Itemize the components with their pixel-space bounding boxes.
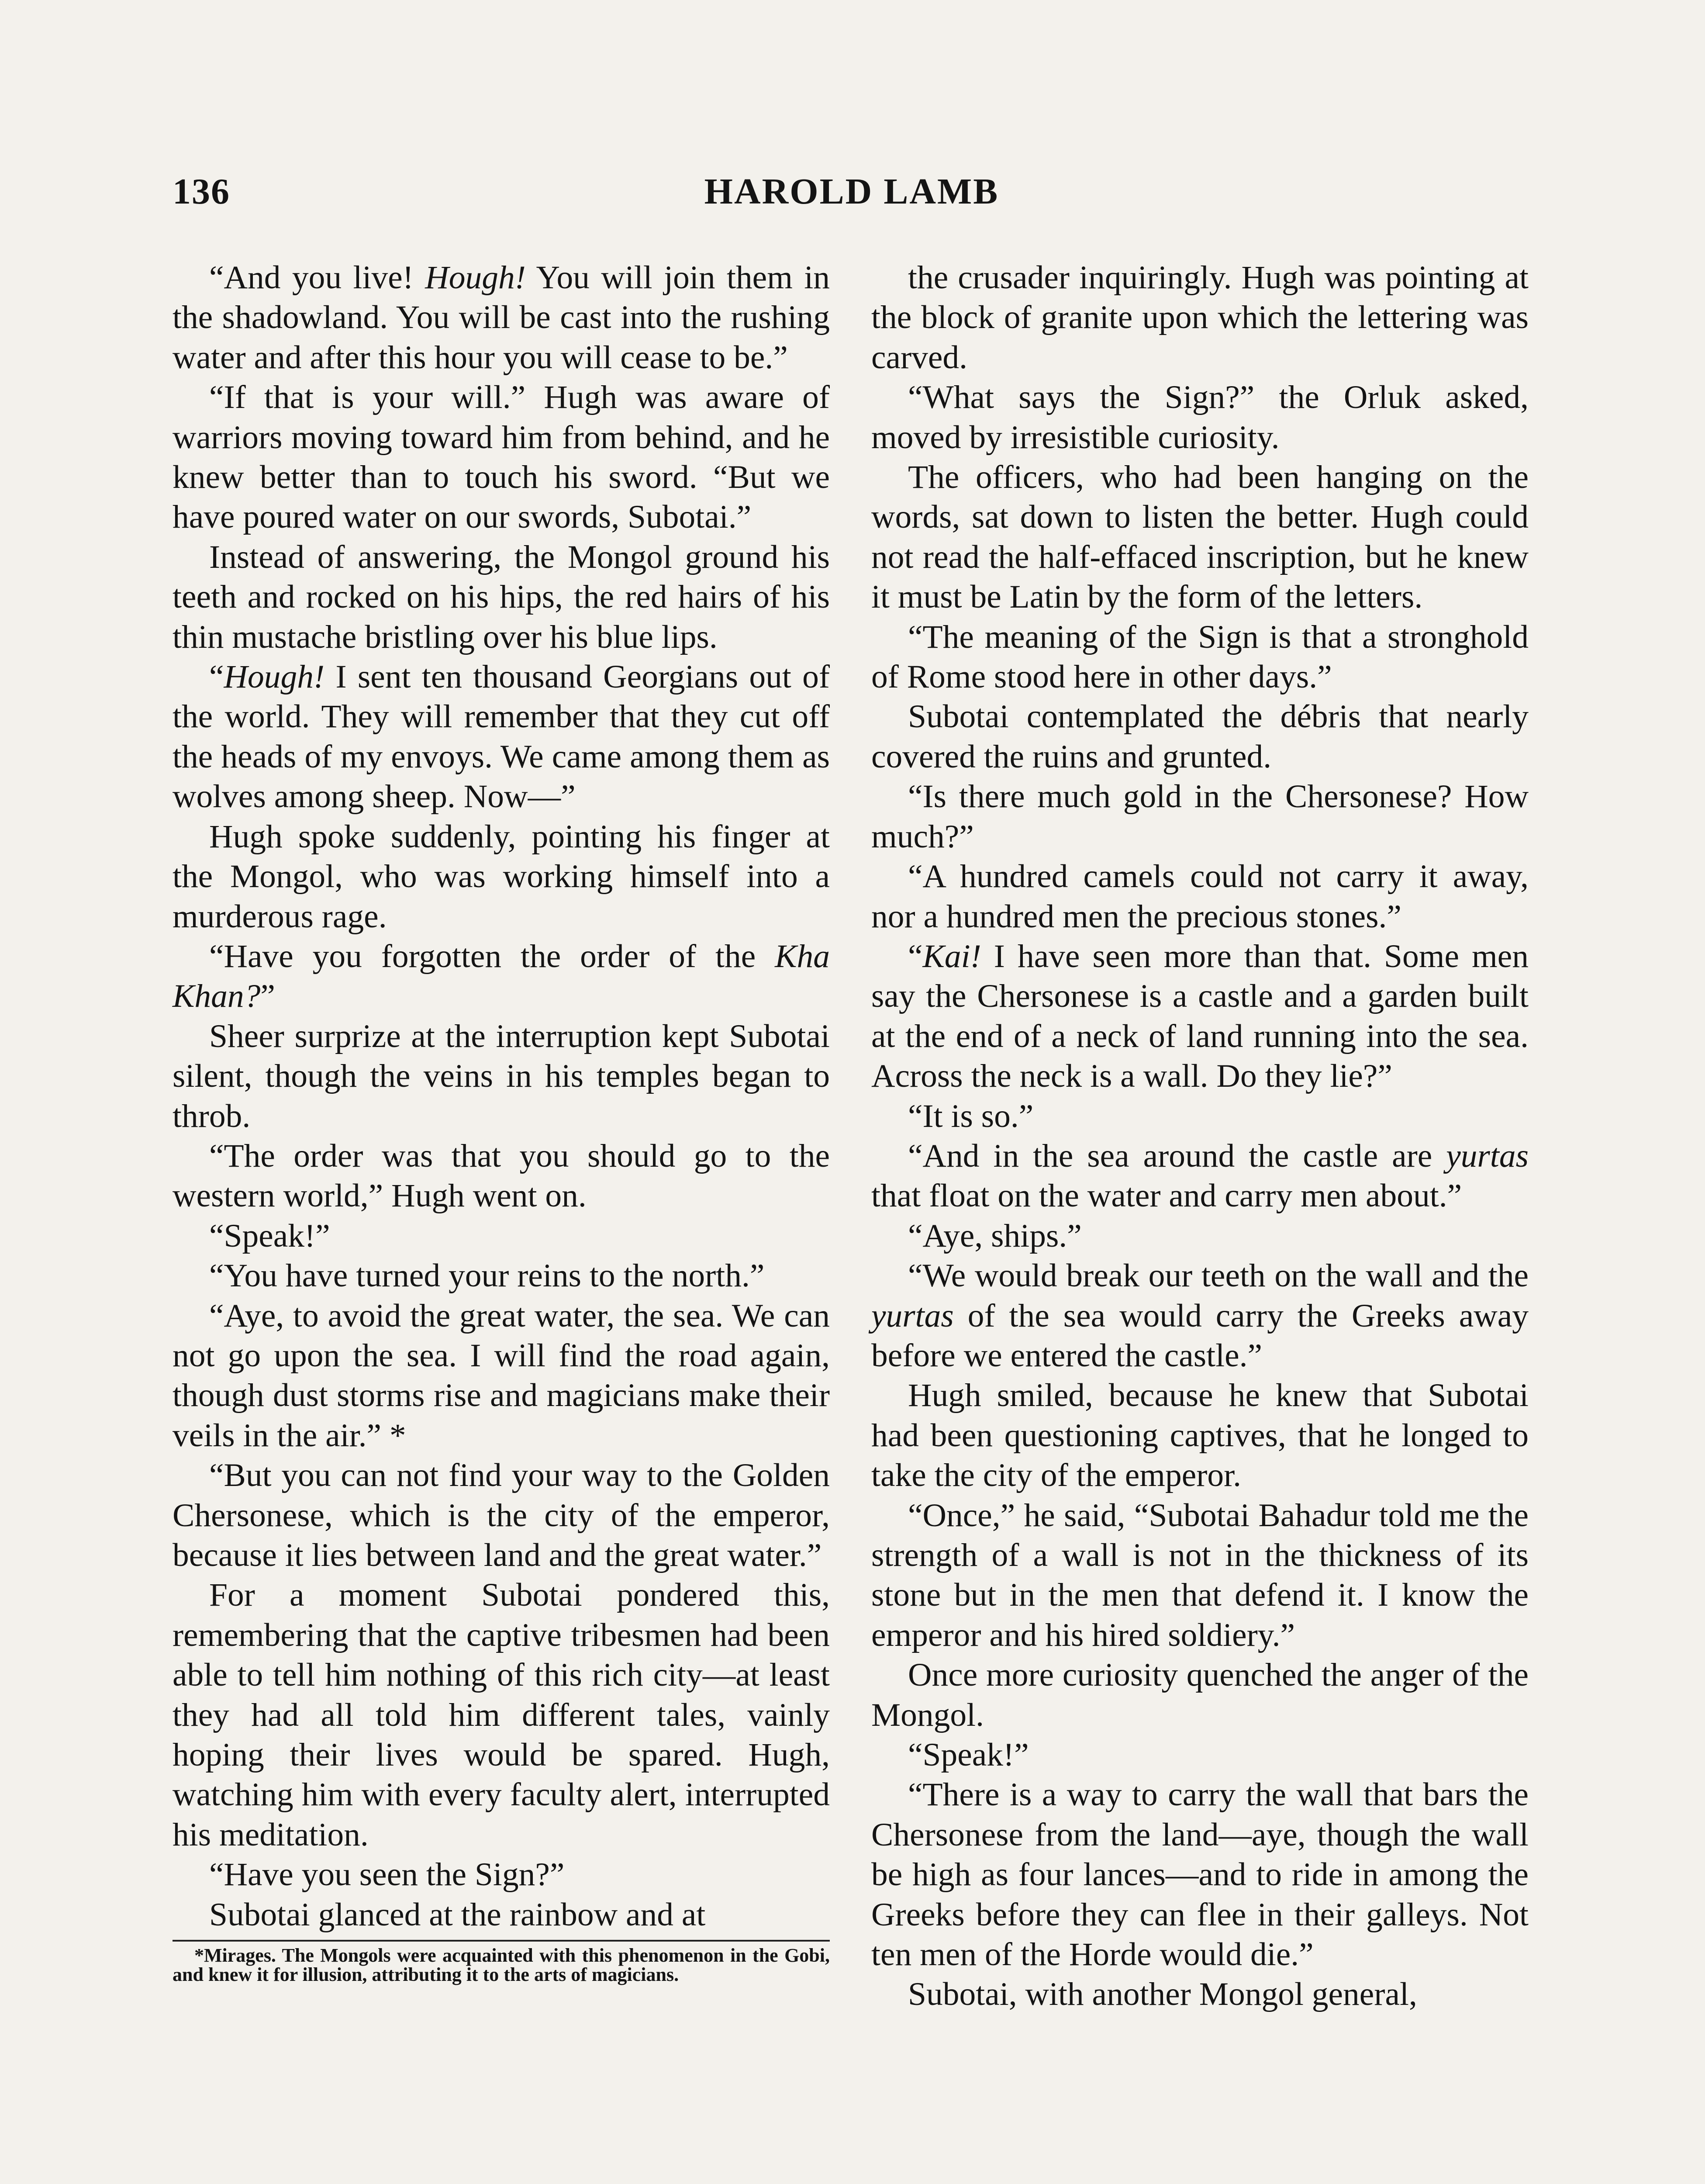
italic-text: yurtas [1446,1137,1529,1174]
text-run: “But you can not find your way to the Golden Chersonese, which is the city of the emperor, because it lies between land and the great water.” [173,1457,830,1573]
text-run: “A hundred camels could not carry it away, nor a hundred men the precious stones.” [871,858,1529,935]
text-run: “Is there much gold in the Chersonese? How much?” [871,778,1529,855]
right-column-paragraph [871,1655,1529,1735]
left-text-column [173,258,830,1984]
right-column-paragraph [871,457,1529,617]
right-column-paragraph [871,617,1529,697]
text-run: For a moment Subotai pondered this, remembering that the captive tribesmen had been able to tell him nothing of this rich city—at least they had all told him different tales, vainly hoping their lives would be spared. Hugh, watching him with every faculty alert, interrupted his meditation. [173,1577,830,1853]
text-run: Subotai glanced at the rainbow and at [209,1896,706,1933]
text-run: “Aye, ships.” [908,1217,1082,1254]
left-column-paragraph [173,1895,830,1935]
text-run: “ [209,659,224,695]
italic-text: Kha Khan? [173,938,830,1015]
running-header [173,170,1531,218]
right-column-paragraph [871,1375,1529,1495]
italic-text: Kai! [922,938,981,975]
italic-text: Hough! [425,259,526,296]
text-run: Sheer surprize at the interruption kept Subotai silent, though the veins in his temples began to throb. [173,1018,830,1134]
text-run: I have seen more than that. Some men say the Chersonese is a castle and a garden built at the end of a neck of land running into the sea. Across the neck is a wall. Do they lie?” [871,938,1529,1095]
page-number: 136 [173,171,230,212]
right-column-paragraphs [871,258,1529,2015]
text-run: “If that is your will.” Hugh was aware of warriors moving toward him from behind, and he knew better than to touch his sword. “But we have poured water on our swords, Subotai.” [173,379,830,536]
text-run: “And in the sea around the castle are [908,1137,1446,1174]
left-column-paragraph [173,1296,830,1456]
left-column-paragraph [173,1016,830,1136]
right-column-paragraph [871,377,1529,457]
text-run: Hugh smiled, because he knew that Subotai had been questioning captives, that he longed to take the city of the emperor. [871,1377,1529,1494]
right-column-paragraph [871,1256,1529,1375]
text-run: “We would break our teeth on the wall and the [908,1258,1529,1294]
left-column-paragraph [173,537,830,657]
text-run: “It is so.” [908,1098,1034,1134]
right-column-paragraph [871,777,1529,857]
text-run: “ [908,938,923,975]
right-column-paragraph [871,1775,1529,1974]
left-column-paragraph [173,377,830,537]
text-run: “You have turned your reins to the north.” [209,1258,765,1294]
right-column-paragraph [871,857,1529,936]
left-column-paragraph [173,1855,830,1894]
right-column-paragraph [871,258,1529,377]
text-run: “The order was that you should go to the western world,” Hugh went on. [173,1137,830,1214]
text-run: the crusader inquiringly. Hugh was pointing at the block of granite upon which the lettering was carved. [871,259,1529,376]
italic-text: yurtas [871,1297,954,1334]
right-column-paragraph [871,1136,1529,1216]
left-column-paragraph [173,1575,830,1855]
text-run: Hugh spoke suddenly, pointing his finger at the Mongol, who was working himself into a murderous rage. [173,818,830,935]
left-column-paragraph [173,657,830,817]
running-title: HAROLD LAMB [704,171,999,212]
left-column-paragraph [173,936,830,1016]
text-run: Subotai, with another Mongol general, [908,1976,1417,2013]
right-column-paragraph [871,1735,1529,1775]
text-run: “And you live! [209,259,425,296]
text-run: I sent ten thousand Georgians out of the world. They will remember that they cut off the heads of my envoys. We came among them as wolves among sheep. Now—” [173,659,830,815]
left-column-paragraph [173,1216,830,1256]
left-column-paragraph [173,1256,830,1296]
text-run: Instead of answering, the Mongol ground his teeth and rocked on his hips, the red hairs of his thin mustache bristling over his blue lips. [173,539,830,655]
right-column-paragraph [871,1496,1529,1655]
left-column-paragraphs [173,258,830,1935]
italic-text: Hough! [224,659,325,695]
text-run: Subotai contemplated the débris that nearly covered the ruins and grunted. [871,698,1529,775]
text-run: “Once,” he said, “Subotai Bahadur told me the strength of a wall is not in the thickness of its stone but in the men that defend it. I know the emperor and his hired soldiery.” [871,1497,1529,1653]
text-run: “Speak!” [908,1737,1029,1773]
right-column-paragraph [871,697,1529,777]
left-column-paragraph [173,817,830,936]
right-column-paragraph [871,936,1529,1096]
text-run: “There is a way to carry the wall that bars the Chersonese from the land—aye, though the wall be high as four lances—and to ride in among the Greeks before they can flee in their galleys. Not ten men of the Horde would die.” [871,1776,1529,1973]
text-run: “What says the Sign?” the Orluk asked, moved by irresistible curiosity. [871,379,1529,456]
right-column-paragraph [871,1974,1529,2014]
text-run: of the sea would carry the Greeks away before we entered the castle.” [871,1297,1529,1374]
left-column-paragraph [173,1136,830,1216]
right-column-paragraph [871,1216,1529,1256]
text-run: You will join them in the shadowland. You will be cast into the rushing water and after this hour you will cease to be.” [173,259,830,376]
text-run: “Have you forgotten the order of the [209,938,775,975]
footnote-text: *Mirages. The Mongols were acquainted with this phenomenon in the Gobi, and knew it for illusion, attributing it to the arts of magicians. [173,1945,830,1986]
text-run: The officers, who had been hanging on the words, sat down to listen the better. Hugh could not read the half-effaced inscription, but he knew it must be Latin by the form of the letters. [871,459,1529,615]
text-run: “Aye, to avoid the great water, the sea. We can not go upon the sea. I will find the road again, though dust storms rise and magicians make their veils in the air.” * [173,1297,830,1454]
text-run: ” [260,978,275,1015]
right-column-paragraph [871,1096,1529,1136]
left-column-paragraph [173,1455,830,1575]
text-run: “The meaning of the Sign is that a stronghold of Rome stood here in other days.” [871,619,1529,695]
text-run: that float on the water and carry men about.” [871,1178,1462,1214]
text-run: “Speak!” [209,1217,330,1254]
right-text-column [871,258,1529,2015]
text-run: “Have you seen the Sign?” [209,1856,565,1893]
text-run: Once more curiosity quenched the anger of the Mongol. [871,1657,1529,1733]
footnote [173,1940,830,1984]
left-column-paragraph [173,258,830,377]
